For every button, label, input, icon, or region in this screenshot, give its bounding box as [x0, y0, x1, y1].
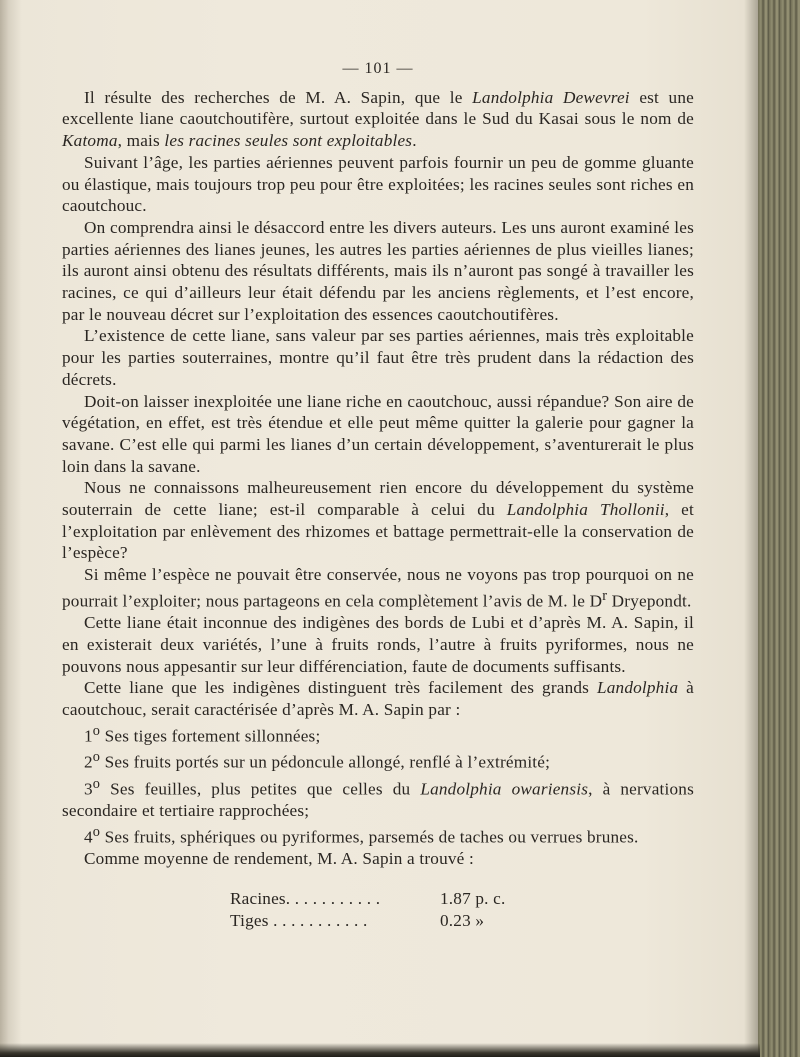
table-row: [230, 910, 694, 932]
paragraph-8: Cette liane était inconnue des indigènes des bords de Lubi et d’après M. A. Sapin, il en existerait deux variétés, l’une à fruits ronds, l’autre à fruits pyriformes, nous ne pouvons nous appesantir sur leur différenciation, faute de documents suffisants.: [62, 613, 694, 676]
paragraph-1: Il résulte des recherches de M. A. Sapin, que le Landolphia Dewevrei est une excellente liane caoutchoutifère, surtout exploitée dans le Sud du Kasai sous le nom de Katoma, mais les racines seules sont exploitables.: [62, 87, 694, 151]
list-item: 3$^o$ Ses feuilles, plus petites que celles du Landolphia owariensis, à nervations secondaire et tertiaire rapprochées;: [62, 775, 694, 821]
table-row: [230, 888, 694, 910]
yield-table: [230, 888, 694, 931]
page-bottom-edge: [0, 1043, 760, 1057]
yield-value: 0.23 »: [440, 910, 485, 930]
paragraph-9: Cette liane que les indigènes distinguent très facilement des grands Landolphia à caoutchouc, serait caractérisée d’après M. A. Sapin par :: [62, 678, 695, 720]
page-left-edge: [0, 0, 22, 1057]
yield-label: Racines. . . . . . . . . . .: [230, 888, 381, 908]
paragraph-3: On comprendra ainsi le désaccord entre les divers auteurs. Les uns auront examiné les parties aériennes des lianes jeunes, les autres les parties aériennes de plus vieilles lianes; ils auront ainsi obtenu des résultats différents, mais ils n’auront pas songé à travailler les racines, ce qui d’ailleurs leur était défendu par les anciens règlements, et l’est encore, par le nouveau décret sur l’exploitation des essences caoutchoutifères.: [62, 217, 694, 324]
closing-paragraph: Comme moyenne de rendement, M. A. Sapin a trouvé :: [84, 849, 474, 869]
binding-shadow: [744, 0, 758, 1057]
list-item: 2$^o$ Ses fruits portés sur un pédoncule allongé, renflé à l’extrémité;: [84, 749, 551, 772]
list-item: 1$^o$ Ses tiges fortement sillonnées;: [84, 722, 321, 746]
paragraph-4: L’existence de cette liane, sans valeur par ses parties aériennes, mais très exploitable pour les parties souterraines, montre qu’il faut être très prudent dans la rédaction des décrets.: [62, 326, 694, 389]
paragraph-6: Nous ne connaissons malheureusement rien encore du développement du système souterrain de cette liane; est-il comparable à celui du Landolphia Thollonii, et l’exploitation par enlèvement des rhizomes et battage permettrait-elle la conservation de l’espèce?: [62, 478, 694, 563]
page-number: — 101 —: [342, 60, 414, 77]
paragraph-7: Si même l’espèce ne pouvait être conservée, nous ne voyons pas trop pourquoi on ne pourrait l’exploiter; nous partageons en cela complètement l’avis de M. le $D^r$ Dryepondt.: [62, 565, 694, 611]
list-item: 4$^o$ Ses fruits, sphériques ou pyriformes, parsemés de taches ou verrues brunes.: [84, 823, 639, 847]
paragraph-2: Suivant l’âge, les parties aériennes peuvent parfois fournir un peu de gomme gluante ou élastique, mais toujours trop peu pour être exploitées; les racines seules sont riches en caoutchouc.: [62, 152, 694, 216]
book-spine-edge: [758, 0, 800, 1057]
yield-value: 1.87 p. c.: [440, 888, 506, 908]
yield-label: Tiges . . . . . . . . . . .: [230, 910, 368, 930]
paragraph-5: Doit-on laisser inexploitée une liane riche en caoutchouc, aussi répandue? Son aire de végétation, en effet, est très étendue et elle peut même quitter la galerie pour gagner la savane. C’est elle qui parmi les lianes d’un certain développement, s’aventurerait le plus loin dans la savane.: [62, 391, 694, 476]
page-content: [62, 58, 694, 931]
